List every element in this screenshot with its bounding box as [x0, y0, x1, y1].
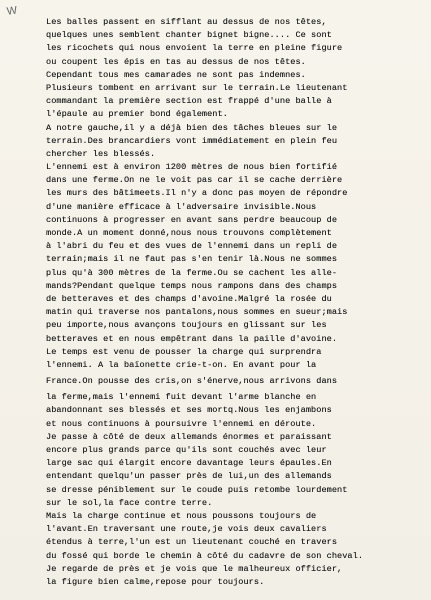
text-line: étendus à terre,l'un est un lieutenant couché en travers [46, 537, 338, 548]
text-line: commandant la première section est frappé d'une balle à [46, 96, 332, 107]
text-line: matin qui traverse nos pantalons,nous sommes en sueur;mais [46, 307, 348, 318]
text-line: Cependant tous mes camarades ne sont pas indemnes. [46, 69, 306, 80]
text-line: plus qu'à 300 mètres de la ferme.Ou se cachent les alle- [46, 267, 338, 278]
text-line: monde.A un moment donné,nous nous trouvons complètement [46, 228, 332, 238]
text-line: l'ennemi. A la baïonette crie-t-on. En avant pour la [46, 359, 317, 370]
text-line: encore plus grands parce qu'ils sont couchés avec leur [46, 445, 327, 455]
text-line: Plusieurs tombent en arrivant sur le terrain.Le lieutenant [46, 82, 348, 93]
text-line: et nous continuons à poursuivre l'ennemi en déroute. [46, 418, 317, 429]
text-line: d'une manière efficace à l'adversaire invisible.Nous [46, 201, 317, 212]
text-line: à l'abri du feu et des vues de l'ennemi dans un repli de [46, 241, 338, 252]
text-line: dans une ferme.On ne le voit pas car il se cache derrière [46, 175, 343, 186]
text-line: A notre gauche,il y a déjà bien des tâches bleues sur le [46, 122, 338, 133]
text-line: France.On pousse des cris,on s'énerve,nous arrivons dans [46, 376, 338, 387]
text-line: terrain.Des brancardiers vont immédiatement en plein feu [46, 135, 338, 146]
text-line: les murs des bâtimeets.Il n'y a donc pas moyen de répondre [46, 188, 348, 199]
text-line: l'avant.En traversant une route,je vois deux cavaliers [46, 524, 327, 535]
text-line: du fossé qui borde le chemin à côté du cadavre de son cheval. [46, 550, 364, 561]
text-line: se dresse péniblement sur le coude puis retombe lourdement [46, 484, 348, 495]
text-line: chercher les blessés. [46, 148, 156, 159]
text-line: les ricochets qui nous envoient la terre en pleine figure [46, 43, 343, 54]
text-line: l'épaule au premier bond également. [46, 109, 228, 120]
text-line: entendant quelqu'un passer près de lui,un des allemands [46, 471, 332, 482]
text-line: Je passe à côté de deux allemands énormes et paraissant [46, 431, 332, 442]
text-line: abandonnant ses blessés et ses mortq.Nous les enjambons [46, 405, 332, 416]
body-text [46, 16, 426, 589]
text-line: mands?Pendant quelque temps nous rampons dans des champs [46, 280, 338, 291]
text-line: Le temps est venu de pousser la charge qui surprendra [46, 346, 322, 357]
page-number: W [6, 4, 18, 18]
text-line: terrain;mais il ne faut pas s'en tenir là.Nous ne sommes [46, 254, 338, 265]
text-line: continuons à progresser en avant sans perdre beaucoup de [46, 214, 338, 225]
text-line: peu importe,nous avançons toujours en glissant sur les [46, 320, 327, 331]
text-line: large sac qui élargit encore davantage leurs épaules.En [46, 458, 332, 469]
text-line: Les balles passent en sifflant au dessus de nos têtes, [46, 17, 327, 27]
text-line: la ferme,mais l'ennemi fuit devant l'arme blanche en [46, 392, 317, 403]
text-line: L'ennemi est à environ 1200 mètres de nous bien fortifié [46, 162, 338, 173]
text-line: ou coupent les épis en tas au dessus de nos têtes. [46, 56, 306, 67]
text-line: quelques unes semblent chanter bignet bigne.... Ce sont [46, 30, 332, 41]
text-line: la figure bien calme,repose pour toujours. [46, 576, 265, 587]
text-line: Mais la charge continue et nous poussons toujours de [46, 510, 317, 521]
text-line: de betteraves et des champs d'avoine.Malgré la rosée du [46, 293, 332, 304]
text-line: Je regarde de près et je vois que le malheureux officier, [46, 563, 343, 574]
text-line: sur le sol,la face contre terre. [46, 497, 213, 508]
text-line: betteraves et en nous empêtrant dans la paille d'avoine. [46, 333, 338, 344]
